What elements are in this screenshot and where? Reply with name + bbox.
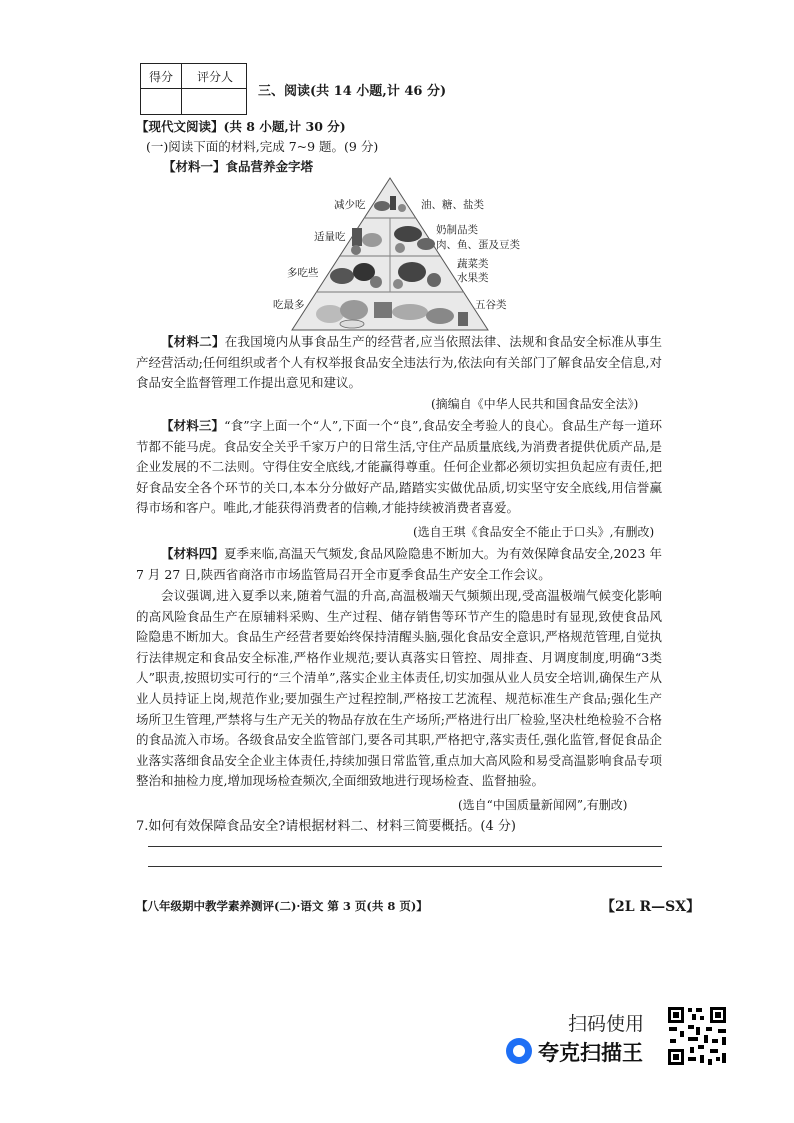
material4-paragraph-2: 会议强调,进入夏季以来,随着气温的升高,高温极端天气频频出现,受高温极端气候变化影响的高风险食品生产在原辅料采购、生产过程、储存销售等环节产生的隐患时有显现,致使食品风险隐患不断加大。食品生产经营者要始终保持清醒头脑,强化食品安全意识,严格规范管理,自觉执行法律规定和食品安全标准,严格作业规范;要认真落实日管控、周排查、月调度制度,明确“3类人”职责,按照切实可行的“三个清单”,落实企业主体责任,切实加强从业人员安全培训,确保生产从业人员持证上岗,规范作业;要加强生产过程控制,严格按工艺流程、规范标准生产食品;强化生产场所卫生管理,严禁将与生产无关的物品存放在生产场所;严格进行出厂检验,坚决杜绝检验不合格的食品流入市场。各级食品安全监管部门,要各司其职,严格把守,落实责任,强化监管,督促食品企业落实落细食品安全企业主体责任,持续加强日常监管,重点加大高风险和易受高温影响食品专项整治和抽检力度,增加现场检查频次,全面细致地进行现场检查、监督抽验。 bbox=[136, 588, 662, 789]
score-table-col-divider bbox=[181, 64, 182, 114]
material3-tag: 【材料三】 bbox=[161, 418, 225, 433]
pyramid-label-vegetables: 蔬菜类 bbox=[457, 258, 489, 270]
pyramid-label-eat-more: 多吃些 bbox=[287, 267, 319, 279]
pyramid-label-eat-less: 减少吃 bbox=[334, 199, 366, 211]
material2-text: 在我国境内从事食品生产的经营者,应当依照法律、法规和食品安全标准从事生产经营活动;任何组织或者个人有权举报食品安全违法行为,依法向有关部门了解食品安全信息,对食品安全监督管理工作提出意见和建议。 bbox=[136, 334, 662, 391]
score-table-row-divider bbox=[141, 88, 246, 89]
answer-line-2[interactable] bbox=[148, 866, 662, 867]
pyramid-label-grains: 五谷类 bbox=[475, 299, 507, 311]
scanner-logo-icon bbox=[506, 1038, 532, 1064]
pyramid-label-oil-sugar-salt: 油、糖、盐类 bbox=[421, 199, 484, 211]
pyramid-label-eat-most: 吃最多 bbox=[273, 299, 305, 311]
material4-text-1: 夏季来临,高温天气频发,食品风险隐患不断加大。为有效保障食品安全,2023 年 7 月 27 日,陕西省商洛市市场监管局召开全市夏季食品生产安全工作会议。 bbox=[136, 546, 662, 582]
paper-code: 【2L R—SX】 bbox=[601, 899, 701, 915]
section-title: 三、阅读(共 14 小题,计 46 分) bbox=[258, 84, 447, 99]
page-footer-info: 【八年级期中教学素养测评(二)·语文 第 3 页(共 8 页)】 bbox=[136, 899, 428, 913]
pyramid-label-fruits: 水果类 bbox=[457, 272, 489, 284]
material1-heading: 【材料一】食品营养金字塔 bbox=[163, 159, 314, 174]
score-table bbox=[140, 63, 247, 115]
material3-paragraph bbox=[136, 416, 662, 519]
qr-code-icon bbox=[666, 1005, 728, 1067]
pyramid-label-dairy: 奶制品类 bbox=[436, 224, 478, 236]
part-one-instruction: (一)阅读下面的材料,完成 7~9 题。(9 分) bbox=[146, 139, 379, 154]
scanner-caption: 扫码使用 bbox=[568, 1013, 645, 1035]
pyramid-label-eat-moderately: 适量吃 bbox=[314, 231, 346, 243]
modern-reading-heading: 【现代文阅读】(共 8 小题,计 30 分) bbox=[136, 119, 346, 134]
material2-tag: 【材料二】 bbox=[161, 334, 225, 349]
score-label: 得分 bbox=[148, 70, 173, 84]
material4-tag: 【材料四】 bbox=[161, 546, 224, 561]
material2-source: (摘编自《中华人民共和国食品安全法》) bbox=[431, 397, 639, 411]
pyramid-label-meat-fish-egg-bean: 肉、鱼、蛋及豆类 bbox=[436, 239, 520, 251]
scanner-brand: 夸克扫描王 bbox=[538, 1041, 643, 1065]
material2-paragraph bbox=[136, 332, 662, 394]
question-7: 7.如何有效保障食品安全?请根据材料二、材料三简要概括。(4 分) bbox=[136, 819, 516, 834]
grader-label: 评分人 bbox=[196, 70, 233, 84]
material4-source: (选自“中国质量新闻网”,有删改) bbox=[458, 798, 628, 812]
material3-text: “食”字上面一个“人”,下面一个“良”,食品安全考验人的良心。食品生产每一道环节都不能马虎。食品安全关乎千家万户的日常生活,守住产品质量底线,为消费者提供优质产品,是企业发展的不二法则。守得住安全底线,才能赢得尊重。任何企业都必须切实担负起应有责任,把好食品安全各个环节的关口,本本分分做好产品,踏踏实实做优品质,切实坚守安全底线,用信誉赢得市场和客户。唯此,才能获得消费者的信赖,才能持续被消费者喜爱。 bbox=[136, 418, 662, 516]
answer-line-1[interactable] bbox=[148, 846, 662, 847]
material3-source: (选自王琪《食品安全不能止于口头》,有删改) bbox=[413, 525, 655, 539]
material4-paragraph-1 bbox=[136, 544, 662, 585]
